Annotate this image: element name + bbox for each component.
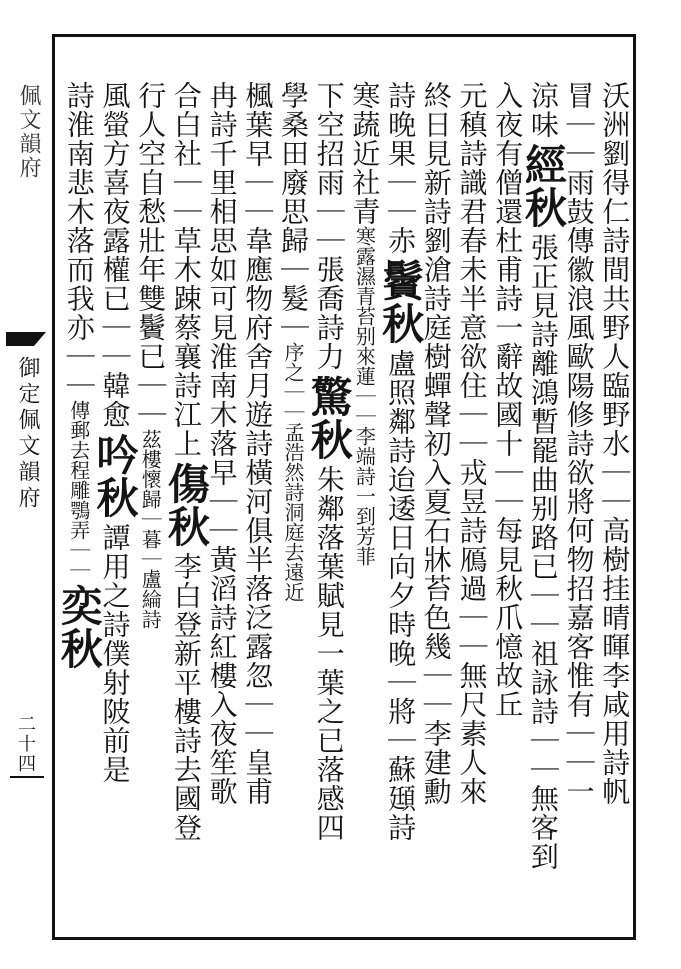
small-annotation: 寒露濕青苔别來蓮｜｜李端詩一到芳菲: [352, 226, 377, 566]
page-number: 二十四: [15, 714, 36, 774]
text-column: [455, 81, 489, 921]
entry-text: 詩晚果｜｜赤: [384, 81, 418, 255]
small-annotation: 傳郵去程雕鶚弄｜｜: [66, 400, 91, 580]
text-column: [419, 81, 453, 921]
entry-text: 盧照鄰詩迨逶日向夕時晚｜將｜蘇頲詩: [384, 349, 418, 842]
entry-text: 學桑田廢思歸｜髮｜: [277, 81, 310, 342]
entry-text: 終日見新詩劉滄詩庭樹蟬聲初入夏石牀苔色幾｜｜李建勳: [419, 81, 453, 806]
text-column: [54, 81, 104, 921]
entry-heading: 驚秋: [304, 375, 354, 461]
entry-text: 風螢方喜夜露權已｜｜韓愈: [98, 81, 132, 429]
entry-text: 譚用之詩僕射陂前是: [98, 523, 132, 784]
entry-text: 冉詩千里相思如可見淮南木落早｜｜黃滔詩紅樓入夜笙歌: [205, 81, 239, 806]
entry-text: 元稹詩識君春未半意欲住｜｜戎昱詩鴈過｜｜無尺素人來: [455, 81, 489, 806]
entry-text: 朱鄰落葉賦見一葉之已落感四: [312, 465, 346, 842]
book-title: 御定佩文韻府: [15, 356, 40, 512]
entry-text: 下空招雨｜｜張喬詩力: [312, 81, 346, 371]
entry-text: 張正見詩離鴻暫罷曲别路已｜｜祖詠詩｜｜無客到: [526, 233, 560, 871]
entry-heading: 奕秋: [54, 584, 104, 670]
fish-tail-icon: [6, 332, 46, 346]
entry-text: 行人空自愁壯年雙鬢已｜｜: [134, 81, 168, 429]
margin-rule: [10, 776, 44, 778]
small-annotation: 茲樓懷歸｜暮｜盧綸詩: [138, 429, 163, 629]
entry-text: 楓葉早｜｜韋應物府舍月遊詩橫河俱半落泛露忽｜｜皇甫: [241, 81, 275, 806]
entry-text: 寒蔬近社青: [348, 81, 382, 226]
entry-heading: 鬢秋: [376, 259, 426, 345]
small-annotation: 序之｜｜孟浩然詩洞庭去遠近: [281, 342, 305, 602]
entry-heading: 傷秋: [161, 462, 211, 548]
entry-heading: 經秋: [518, 143, 568, 229]
text-column: [90, 81, 140, 921]
text-column: [347, 81, 381, 921]
text-column: [240, 81, 274, 921]
text-column: [376, 81, 426, 921]
entry-text: 涼味: [526, 81, 560, 139]
entry-text: 入夜有僧還杜甫詩一辭故國十｜｜每見秋爪憶故丘: [491, 81, 525, 719]
entry-text: 李白登新平樓詩去國登: [169, 552, 203, 842]
entry-heading: 吟秋: [90, 433, 140, 519]
margin-top-text: 佩文韻府: [16, 84, 41, 180]
text-column: [161, 81, 211, 921]
entry-text: 合白社｜｜草木踈蔡襄詩江上: [169, 81, 203, 458]
text-column: [490, 81, 524, 921]
entry-text: 冒｜｜雨鼓傳徽浪風歐陽修詩欲將何物招嘉客惟有｜｜一: [562, 81, 596, 806]
entry-text: 詩淮南悲木落而我亦｜｜: [62, 81, 96, 400]
page-margin: [0, 34, 52, 940]
text-frame: [52, 34, 636, 940]
text-column: [518, 81, 568, 921]
text-column: [276, 81, 310, 921]
entry-text: 沃洲劉得仁詩間共野人臨野水｜｜高樹挂晴暉李咸用詩帆: [598, 81, 632, 806]
text-column: [304, 81, 354, 921]
text-column: [597, 81, 631, 921]
